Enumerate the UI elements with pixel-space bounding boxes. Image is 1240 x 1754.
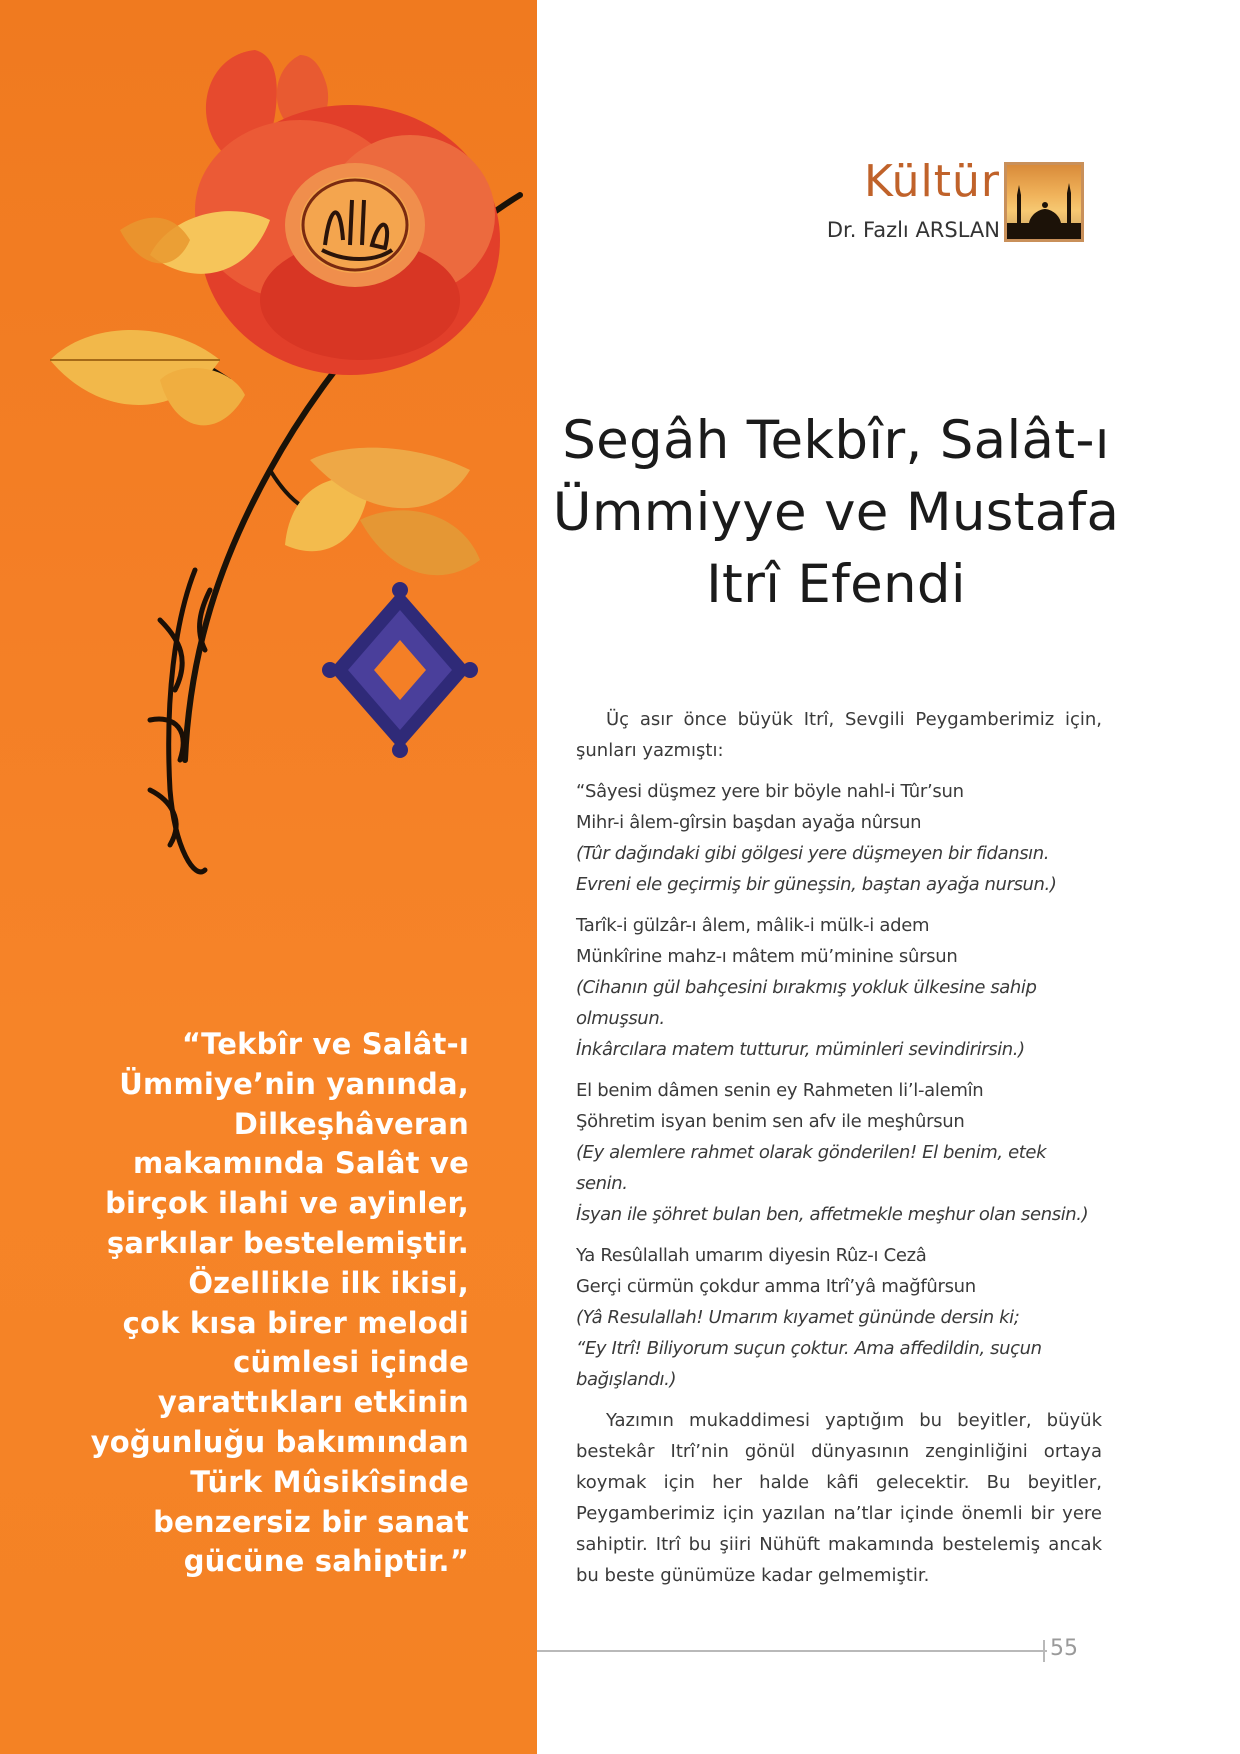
poem-stanza — [576, 776, 1102, 900]
section-label: Kültür — [863, 156, 1000, 207]
title-line: Segâh Tekbîr, Salât-ı — [562, 410, 1110, 471]
title-line: Ümmiyye ve Mustafa — [552, 482, 1120, 543]
poem-translation: Evreni ele geçirmiş bir güneşsin, baştan ayağa nursun.) — [576, 874, 1057, 895]
poem-line: Şöhretim isyan benim sen afv ile meşhûrsun — [576, 1111, 965, 1132]
poem-translation: İnkârcılara matem tutturur, müminleri sevindirirsin.) — [576, 1039, 1025, 1060]
poem-line: Gerçi cürmün çokdur amma Itrî’yâ mağfûrsun — [576, 1276, 976, 1297]
poem-stanza — [576, 1240, 1102, 1395]
rose-illumination-artwork — [0, 0, 537, 960]
poem-line: Tarîk-i gülzâr-ı âlem, mâlik-i mülk-i adem — [576, 915, 930, 936]
poem-translation: (Yâ Resulallah! Umarım kıyamet gününde dersin ki; — [576, 1307, 1020, 1328]
footer-divider — [1043, 1640, 1045, 1662]
mosque-silhouette-icon — [1004, 162, 1084, 242]
poem-line: Münkîrine mahz-ı mâtem mü’minine sûrsun — [576, 946, 958, 967]
poem-translation: (Tûr dağındaki gibi gölgesi yere düşmeyen bir fidansın. — [576, 843, 1050, 864]
closing-paragraph: Yazımın mukaddimesi yaptığım bu beyitler, büyük bestekâr Itrî’nin gönül dünyasının zenginliğini ortaya koymak için her halde kâfi gelecektir. Bu beyitler, Peygamberimiz için yazılan na’tlar içinde önemli bir yere sahiptir. Itrî bu şiiri Nühüft makamında bestelemiş ancak bu beste günümüze kadar gelmemiştir. — [576, 1410, 1102, 1586]
footer-rule — [537, 1650, 1047, 1652]
intro-paragraph: Üç asır önce büyük Itrî, Sevgili Peygamberimiz için, şunları yazmıştı: — [576, 709, 1102, 761]
poem-stanza — [576, 1075, 1102, 1230]
poem-translation: “Ey Itrî! Biliyorum suçun çoktur. Ama affedildin, suçun bağışlandı.) — [576, 1338, 1042, 1390]
left-art-panel — [0, 0, 537, 1754]
title-line: Itrî Efendi — [706, 554, 966, 615]
poem-translation: İsyan ile şöhret bulan ben, affetmekle meşhur olan sensin.) — [576, 1204, 1089, 1225]
poem-line: Ya Resûlallah umarım diyesin Rûz-ı Cezâ — [576, 1245, 927, 1266]
poem-line: El benim dâmen senin ey Rahmeten li’l-alemîn — [576, 1080, 984, 1101]
author-name: Dr. Fazlı ARSLAN — [826, 218, 1000, 242]
calligraphy-signature — [150, 570, 210, 872]
poem-line: Mihr-i âlem-gîrsin başdan ayağa nûrsun — [576, 812, 922, 833]
article-body — [576, 704, 1102, 1591]
poem-translation: (Ey alemlere rahmet olarak gönderilen! El benim, etek senin. — [576, 1142, 1047, 1194]
poem-line: “Sâyesi düşmez yere bir böyle nahl-i Tûr’sun — [576, 781, 964, 802]
pull-quote: “Tekbîr ve Salât-ı Ümmiye’nin yanında, Dilkeşhâveran makamında Salât ve birçok ilahi ve ayinler, şarkılar bestelemiştir. Özellikle ilk ikisi, çok kısa birer melodi cümlesi içinde yarattıkları etkinin yoğunluğu bakımından Türk Mûsikîsinde benzersiz bir sanat gücüne sahiptir.” — [90, 1027, 469, 1579]
article-title — [548, 405, 1124, 621]
blue-ornament — [322, 582, 478, 758]
poem-translation: (Cihanın gül bahçesini bırakmış yokluk ülkesine sahip olmuşsun. — [576, 977, 1037, 1029]
page-number: 55 — [1050, 1636, 1078, 1661]
poem-stanza — [576, 910, 1102, 1065]
